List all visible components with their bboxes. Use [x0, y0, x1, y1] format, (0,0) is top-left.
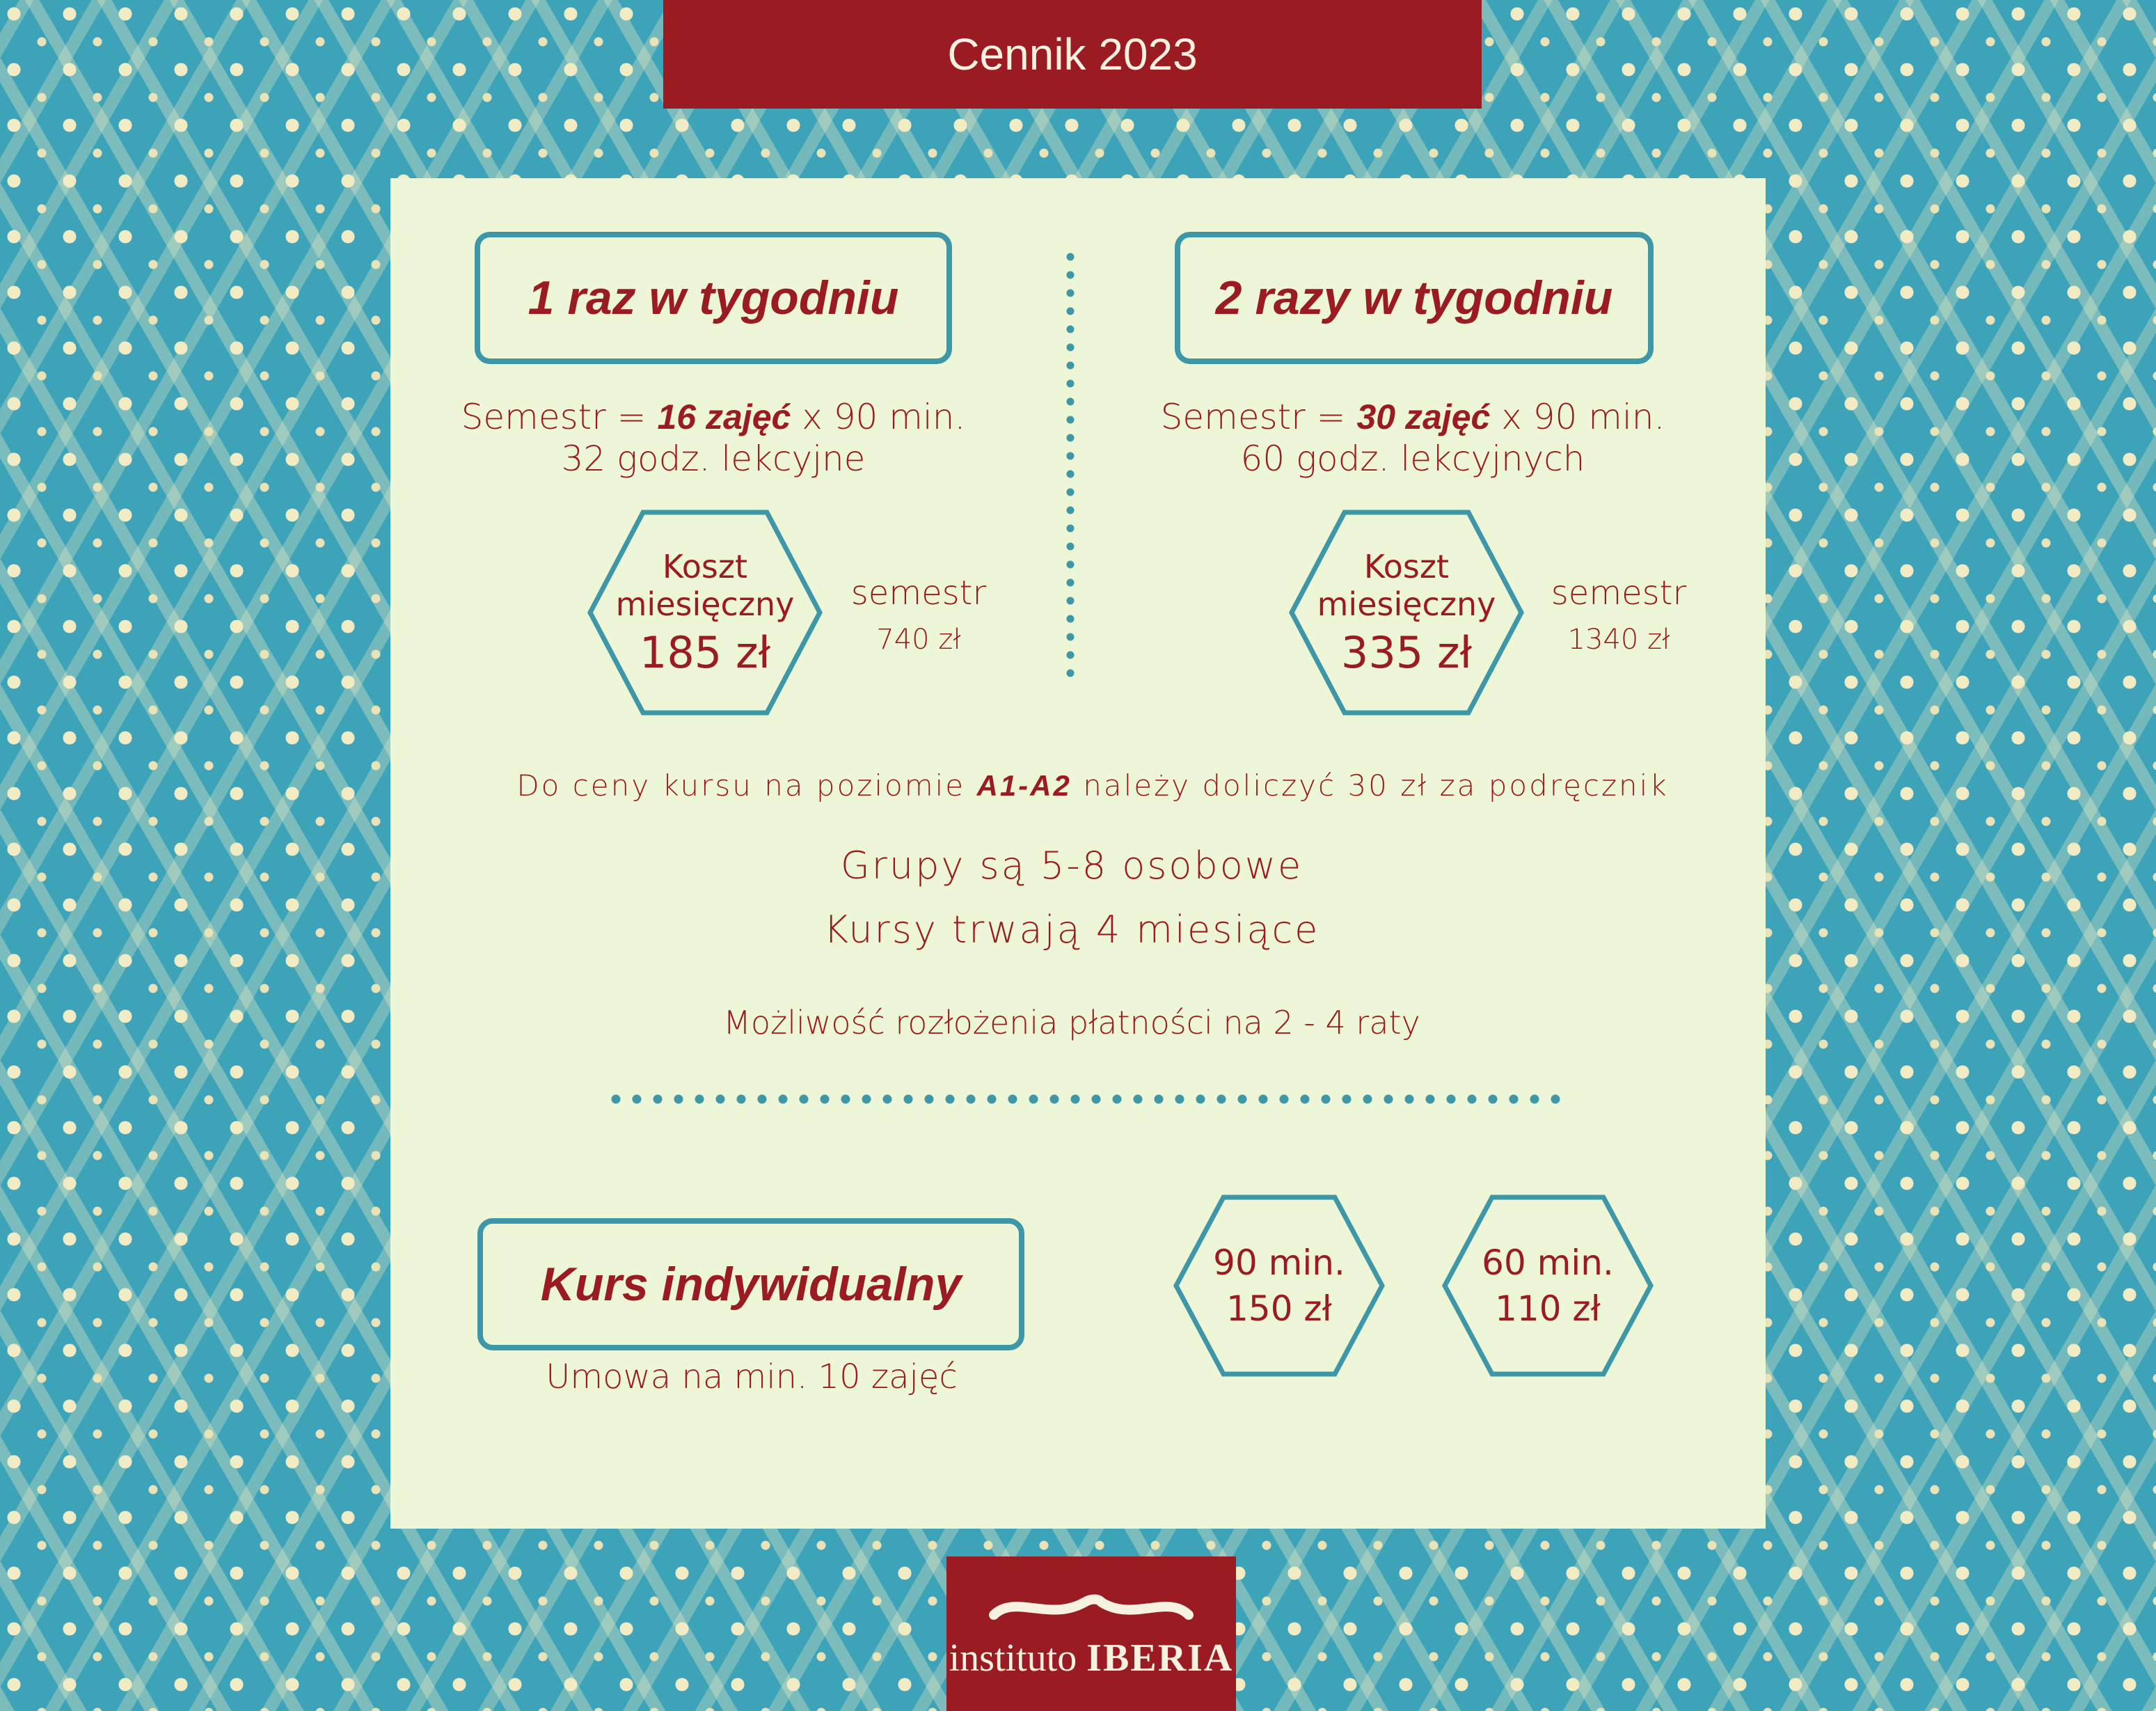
mustache-logo-icon — [987, 1587, 1196, 1629]
once-weekly-semester-label: semestr — [850, 574, 987, 613]
vertical-divider — [1065, 248, 1075, 686]
course-duration-note: Kursy trwają 4 miesiące — [823, 908, 1320, 952]
once-weekly-hours: 32 godz. lekcyjne — [561, 439, 866, 479]
once-weekly-heading-box — [475, 232, 952, 364]
twice-weekly-hours: 60 godz. lekcyjnych — [1240, 439, 1585, 479]
hex-label-cost: Koszt — [1363, 547, 1450, 585]
once-weekly-monthly-price: 185 zł — [639, 626, 771, 678]
title-banner — [663, 0, 1482, 109]
individual-90-hex — [1173, 1194, 1385, 1377]
twice-weekly-semester-price: 1340 zł — [1567, 624, 1670, 656]
horizontal-divider — [605, 1093, 1566, 1105]
individual-60-price: 110 zł — [1495, 1288, 1601, 1329]
twice-weekly-semester: Semestr = 30 zajęć x 90 min. — [1160, 397, 1665, 437]
individual-60-hex — [1442, 1194, 1654, 1377]
twice-weekly-monthly-price: 335 zł — [1340, 626, 1473, 678]
logo-text: instituto IBERIA — [949, 1637, 1234, 1680]
individual-heading: Kurs indywidualny — [540, 1258, 962, 1311]
once-weekly-semester-price: 740 zł — [876, 624, 961, 656]
instituto-iberia-logo — [946, 1556, 1236, 1711]
installments-note: Możliwość rozłożenia płatności na 2 - 4 raty — [723, 1004, 1420, 1041]
twice-weekly-heading-box — [1175, 232, 1654, 364]
group-size-note: Grupy są 5-8 osobowe — [840, 844, 1303, 888]
twice-weekly-monthly-hex — [1289, 510, 1524, 716]
individual-90-price: 150 zł — [1226, 1288, 1332, 1329]
hex-label-cost: Koszt — [662, 547, 748, 585]
hex-label-monthly: miesięczny — [1317, 585, 1496, 623]
twice-weekly-heading: 2 razy w tygodniu — [1215, 271, 1613, 324]
page-title: Cennik 2023 — [947, 29, 1198, 79]
textbook-note: Do ceny kursu na poziomie A1-A2 należy doliczyć 30 zł za podręcznik — [516, 768, 1669, 803]
once-weekly-monthly-hex — [587, 510, 823, 716]
individual-90-time: 90 min. — [1213, 1243, 1345, 1283]
individual-60-time: 60 min. — [1482, 1243, 1614, 1283]
once-weekly-semester: Semestr = 16 zajęć x 90 min. — [461, 397, 966, 437]
twice-weekly-semester-label: semestr — [1551, 574, 1687, 613]
hex-label-monthly: miesięczny — [615, 585, 795, 623]
individual-contract: Umowa na min. 10 zajęć — [546, 1357, 958, 1396]
once-weekly-heading: 1 raz w tygodniu — [528, 271, 899, 324]
individual-heading-box — [477, 1218, 1024, 1350]
